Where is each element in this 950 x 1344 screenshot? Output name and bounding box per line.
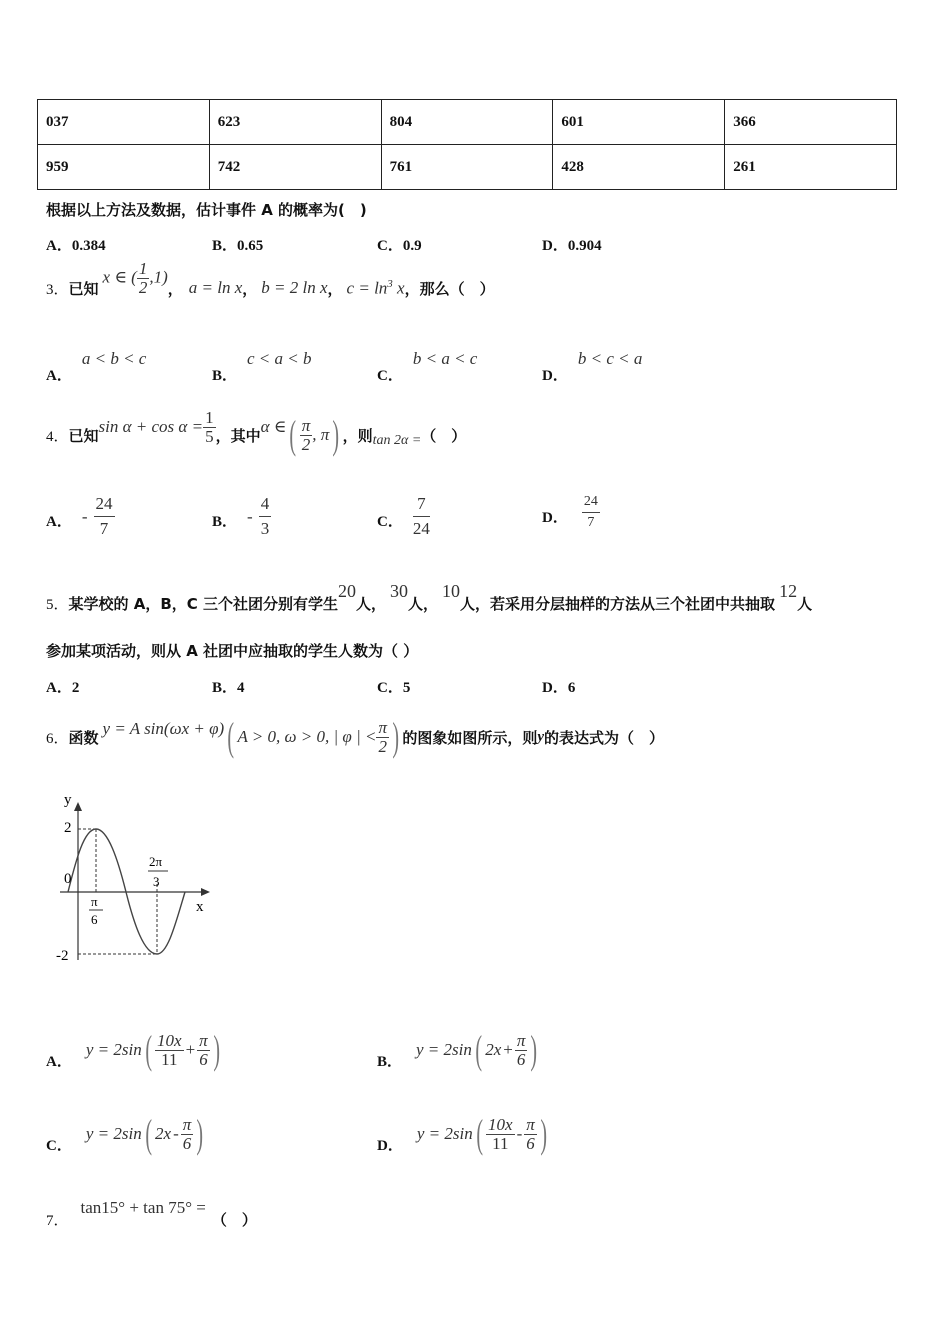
left-paren: (	[475, 1027, 482, 1072]
q3-x-range	[103, 260, 168, 297]
table-row	[38, 100, 897, 145]
q5-text-1: 某学校的 A，B，C 三个社团分别有学生	[68, 595, 339, 613]
option-pre: y = 2sin	[85, 1124, 142, 1143]
option-label: C．	[377, 514, 403, 530]
right-paren: )	[392, 714, 400, 759]
numerator: 7	[413, 492, 430, 517]
option-label: B．	[377, 1053, 403, 1070]
option-value: 0.904	[567, 238, 602, 254]
question-number: 5．	[46, 597, 69, 613]
q4-fraction	[203, 409, 216, 446]
q6-option-d	[377, 1108, 550, 1160]
x-axis	[60, 888, 210, 896]
option-label: A．	[46, 238, 72, 254]
option-value: 0.9	[402, 238, 422, 254]
numerator: π	[516, 1030, 526, 1050]
option-pre: y = 2sin	[85, 1040, 142, 1059]
q6-option-a	[46, 1024, 223, 1076]
q7-stem	[46, 1190, 257, 1230]
q3-option-d	[542, 348, 643, 384]
option-fraction	[94, 492, 115, 541]
denominator: 11	[492, 1133, 509, 1153]
q4-tan: tan 2α =	[372, 433, 422, 448]
random-number-table	[37, 99, 897, 190]
option-label: B．	[212, 680, 238, 696]
denominator: 2	[378, 736, 387, 756]
q3-c-power: 3	[387, 277, 393, 290]
option-label: A．	[46, 368, 72, 384]
q5-option-a	[46, 676, 79, 697]
q3-option-b	[212, 348, 312, 384]
right-paren: )	[332, 412, 340, 457]
option-arg-fraction	[486, 1116, 515, 1153]
numerator: π	[301, 415, 311, 435]
option-value: 0.384	[71, 238, 106, 254]
table-cell: 037	[38, 100, 210, 145]
q2-option-b	[212, 234, 263, 255]
q6-text-3: 的表达式为（ ）	[544, 728, 665, 747]
q5-option-b	[212, 676, 245, 697]
q7-text-1: （ ）	[211, 1211, 257, 1229]
numerator: π	[526, 1114, 535, 1134]
q5-option-d	[542, 676, 575, 697]
x-tick-pi6-num: π	[91, 894, 98, 909]
y-arrow-icon	[74, 802, 82, 811]
q5-text-2: 人，	[356, 595, 387, 613]
numerator: 24	[94, 492, 115, 517]
q6-text-1: 函数	[68, 728, 99, 747]
q3-c-expr	[347, 278, 405, 299]
x-tick-pi6-den: 6	[91, 912, 98, 927]
denominator: 6	[516, 1049, 526, 1069]
q5-num-2: 30	[390, 581, 409, 601]
option-fraction	[259, 492, 272, 541]
q3-option-c	[377, 348, 478, 384]
q6-option-b	[377, 1024, 541, 1076]
q6-option-c	[46, 1108, 207, 1160]
x-axis-label: x	[196, 899, 204, 915]
q3-option-a	[46, 348, 147, 384]
q6-y: y	[537, 728, 545, 745]
q3-half-fraction	[137, 260, 150, 297]
option-fraction	[582, 492, 600, 533]
right-paren: )	[213, 1027, 220, 1072]
option-value: 2	[71, 680, 80, 696]
denominator: 24	[412, 519, 430, 538]
left-paren: (	[289, 412, 297, 457]
y-axis	[74, 802, 82, 960]
q5-option-c	[377, 676, 410, 697]
option-label: A．	[46, 514, 72, 530]
numerator: 1	[205, 407, 214, 427]
q4-option-b	[212, 492, 271, 541]
right-paren: )	[196, 1111, 204, 1156]
q6-text-2: 的图象如图所示，则	[402, 728, 538, 747]
option-sign: -	[81, 506, 88, 526]
x-tick-2pi3-num: 2π	[149, 854, 163, 869]
q6-pi-half	[376, 719, 389, 756]
q4-stem	[46, 407, 467, 460]
option-pi-fraction	[524, 1116, 537, 1153]
q4-option-d	[542, 492, 600, 533]
left-paren: (	[145, 1027, 152, 1072]
option-label: C．	[377, 680, 403, 696]
option-label: B．	[212, 368, 238, 384]
q3-text-1: 已知	[68, 279, 99, 298]
option-pi-fraction	[515, 1032, 528, 1069]
q4-alpha-in: α ∈	[260, 417, 287, 436]
option-expr: b < c < a	[577, 349, 643, 368]
comma: ，	[327, 279, 343, 298]
denominator: 5	[205, 426, 214, 446]
q5-num-4: 12	[779, 581, 798, 601]
option-label: B．	[212, 514, 238, 530]
option-label: C．	[377, 368, 403, 384]
x-arrow-icon	[201, 888, 210, 896]
denominator: 6	[199, 1049, 208, 1069]
denominator: 2	[301, 434, 311, 454]
option-arg: 2x	[485, 1040, 502, 1059]
q4-option-c	[377, 492, 430, 541]
comma: ，	[242, 279, 258, 298]
option-arg: 2x	[155, 1124, 172, 1143]
question-number: 3．	[46, 281, 69, 298]
denominator: 3	[260, 519, 270, 538]
q3-c-ln: c = ln	[346, 278, 388, 298]
q5-num-1: 20	[338, 581, 357, 601]
q5-text-5: 人	[797, 595, 813, 613]
q4-text-3: ，则	[342, 426, 373, 445]
option-pre: y = 2sin	[416, 1040, 472, 1059]
right-paren: )	[540, 1111, 547, 1156]
numerator: 10x	[488, 1114, 513, 1134]
q6-stem	[46, 712, 664, 762]
numerator: 10x	[157, 1030, 182, 1050]
option-label: D．	[542, 238, 568, 254]
q3-stem	[46, 258, 495, 310]
numerator: 24	[582, 492, 600, 513]
q5-num-3: 10	[442, 581, 461, 601]
option-operator: +	[503, 1040, 513, 1059]
table-cell: 742	[209, 145, 381, 190]
option-value: 4	[237, 680, 245, 696]
denominator: 2	[138, 277, 148, 297]
option-expr: b < a < c	[412, 349, 478, 368]
option-label: C．	[377, 238, 403, 254]
numerator: 4	[259, 492, 272, 517]
y-axis-label: y	[64, 792, 72, 808]
option-pre: y = 2sin	[416, 1124, 473, 1143]
option-value: 0.65	[237, 238, 264, 254]
q2-stem: 根据以上方法及数据，估计事件 A 的概率为( )	[46, 201, 367, 219]
q7-expr: tan15° + tan 75° =	[80, 1198, 206, 1217]
option-expr: c < a < b	[247, 349, 312, 368]
numerator: π	[182, 1114, 192, 1134]
option-fraction	[413, 492, 430, 541]
comma: ，	[167, 279, 183, 298]
option-operator: +	[185, 1040, 196, 1059]
numerator: π	[199, 1030, 208, 1050]
table-row	[38, 145, 897, 190]
numerator: 1	[138, 258, 148, 278]
q3-b-expr: b = 2 ln x	[261, 278, 328, 297]
left-paren: (	[476, 1111, 483, 1156]
q3-text-2: ，那么（ ）	[404, 279, 495, 298]
y-tick-2: 2	[64, 820, 72, 836]
left-paren: (	[227, 714, 235, 759]
x-tick-2pi3-den: 3	[153, 874, 160, 889]
option-value: 5	[402, 680, 411, 696]
table-cell: 601	[553, 100, 725, 145]
option-pi-fraction	[197, 1032, 210, 1069]
option-operator: -	[173, 1124, 179, 1143]
question-number: 6．	[46, 730, 69, 747]
option-sign: -	[247, 506, 253, 526]
option-label: D．	[542, 680, 568, 696]
q6-func: y = A sin(ωx + φ)	[102, 719, 225, 738]
q4-text-1: 已知	[68, 426, 99, 445]
question-number: 4．	[46, 428, 69, 445]
q3-a-expr: a = ln x	[188, 278, 243, 297]
q2-option-a	[46, 234, 106, 255]
q6-cond: A > 0, ω > 0, | φ | <	[237, 727, 377, 746]
denominator: 7	[587, 515, 595, 530]
numerator: π	[378, 717, 388, 737]
y-tick-neg2: -2	[56, 948, 69, 964]
option-operator: -	[516, 1124, 523, 1143]
denominator: 6	[182, 1133, 192, 1153]
table-cell: 761	[381, 145, 553, 190]
q4-pi-end: , π	[312, 425, 330, 444]
denominator: 11	[161, 1049, 178, 1069]
question-number: 7．	[46, 1213, 69, 1229]
q2-option-d	[542, 234, 602, 255]
table-cell: 804	[381, 100, 553, 145]
q5-stem-line2: 参加某项活动，则从 A 社团中应抽取的学生人数为（ ）	[46, 642, 419, 660]
option-label: D．	[542, 368, 568, 384]
q4-text-4: （ ）	[421, 426, 467, 445]
option-label: A．	[46, 680, 72, 696]
option-pi-fraction	[181, 1116, 194, 1153]
q3-x-in-end: ,1)	[149, 266, 168, 286]
q4-text-2: ，其中	[215, 426, 261, 445]
denominator: 7	[99, 519, 109, 538]
q5-text-3: 人，	[408, 595, 439, 613]
table-cell: 623	[209, 100, 381, 145]
option-label: C．	[46, 1137, 72, 1154]
option-label: B．	[212, 238, 238, 254]
right-paren: )	[530, 1027, 538, 1072]
option-label: D．	[542, 510, 568, 526]
table-cell: 366	[725, 100, 897, 145]
q4-pi-half	[300, 417, 313, 454]
option-value: 6	[567, 680, 576, 696]
q4-expr: sin α + cos α =	[98, 417, 204, 436]
q5-text-4: 人，若采用分层抽样的方法从三个社团中共抽取	[460, 595, 776, 613]
q4-option-a	[46, 492, 115, 541]
q3-c-x: x	[392, 278, 405, 298]
table-cell: 959	[38, 145, 210, 190]
y-tick-0: 0	[64, 871, 72, 887]
option-arg-fraction	[155, 1032, 184, 1069]
q5-stem	[46, 574, 812, 614]
table-cell: 261	[725, 145, 897, 190]
q2-option-c	[377, 234, 422, 255]
left-paren: (	[145, 1111, 152, 1156]
q6-sine-graph	[52, 790, 217, 970]
option-label: A．	[46, 1053, 72, 1070]
option-label: D．	[377, 1137, 403, 1154]
option-expr: a < b < c	[81, 349, 147, 368]
q3-x-in: x ∈ (	[102, 266, 137, 286]
table-cell: 428	[553, 145, 725, 190]
denominator: 6	[526, 1133, 535, 1153]
